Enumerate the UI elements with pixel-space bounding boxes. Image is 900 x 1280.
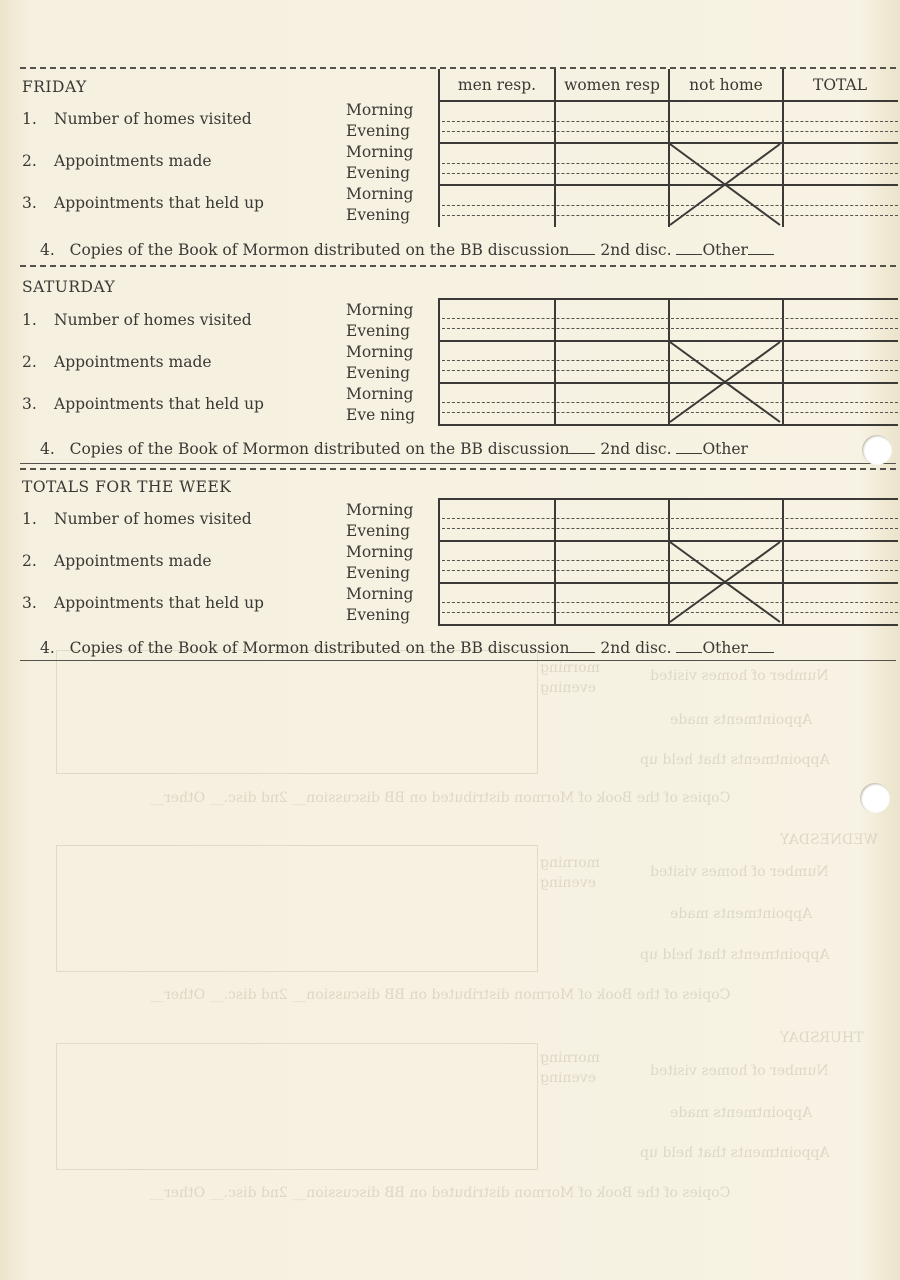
row-label-appointments-held: [22, 395, 264, 413]
row-text: Appointments made: [54, 552, 212, 570]
shift-evening: Evening: [346, 322, 411, 340]
row-text: Number of homes visited: [54, 510, 252, 528]
row-text: Number of homes visited: [54, 110, 252, 128]
shift-evening: Evening: [346, 164, 411, 182]
crossed-cell: [668, 142, 782, 227]
dash-line: [442, 318, 898, 319]
copies-number: 4.: [40, 440, 55, 458]
row-label-appointments-held: [22, 594, 264, 612]
copies-second: 2nd disc.: [600, 241, 672, 259]
row-label-homes-visited: [22, 311, 252, 329]
copies-blank: [748, 638, 774, 653]
section-title-friday: FRIDAY: [22, 78, 87, 96]
bleed-title: THURSDAY: [780, 1030, 864, 1046]
shift-evening: Evening: [346, 522, 411, 540]
bleed-shift: evening: [540, 1070, 596, 1086]
copies-other: Other: [702, 639, 748, 657]
bleed-shift: evening: [540, 680, 596, 696]
row-text: Appointments that held up: [54, 395, 264, 413]
copies-distributed-totals: [40, 638, 774, 657]
row-text: Appointments made: [54, 152, 212, 170]
punch-hole: [862, 435, 892, 465]
row-label-homes-visited: [22, 510, 252, 528]
grid-friday: [438, 69, 898, 227]
crossed-cell: [668, 340, 782, 424]
shift-evening: Evening: [346, 564, 411, 582]
shift-morning: Morning: [346, 185, 414, 203]
shift-evening: Evening: [346, 606, 411, 624]
shift-morning: Morning: [346, 343, 414, 361]
bleed-label: Number of homes visited: [650, 864, 829, 880]
section-divider: [20, 463, 896, 464]
bleed-title: WEDNESDAY: [780, 832, 878, 848]
grid-totals: [438, 498, 898, 626]
copies-text: Copies of the Book of Mormon distributed on the BB discussion: [69, 440, 570, 458]
dash-line: [442, 528, 898, 529]
copies-blank: [569, 439, 595, 454]
dash-line: [442, 328, 898, 329]
copies-text: Copies of the Book of Mormon distributed on the BB discussion: [69, 639, 570, 657]
section-title-saturday: SATURDAY: [22, 278, 116, 296]
shift-evening: Eve ning: [346, 406, 416, 424]
row-number: 3.: [22, 194, 37, 212]
copies-blank: [748, 240, 774, 255]
section-title-totals: TOTALS FOR THE WEEK: [22, 478, 232, 496]
copies-blank: [569, 638, 595, 653]
shift-morning: Morning: [346, 501, 414, 519]
shift-evening: Evening: [346, 122, 411, 140]
grid-saturday: [438, 298, 898, 426]
row-number: 3.: [22, 594, 37, 612]
bleed-label: Appointments made: [670, 1105, 813, 1121]
shift-morning: Morning: [346, 101, 414, 119]
shift-evening: Evening: [346, 364, 411, 382]
copies-blank: [676, 638, 702, 653]
copies-blank: [676, 439, 702, 454]
row-divider: [440, 624, 898, 626]
row-number: 2.: [22, 353, 37, 371]
punch-hole: [860, 783, 890, 813]
shift-morning: Morning: [346, 143, 414, 161]
bleed-label: Number of homes visited: [650, 1063, 829, 1079]
row-number: 2.: [22, 552, 37, 570]
col-divider: [554, 69, 556, 227]
row-number: 1.: [22, 510, 37, 528]
shift-morning: Morning: [346, 543, 414, 561]
dash-line: [442, 131, 898, 132]
copies-other: Other: [702, 241, 748, 259]
col-header-not-home: not home: [689, 76, 763, 94]
col-header-total: TOTAL: [812, 76, 868, 94]
shift-labels: [346, 100, 413, 226]
col-header-women: women resp: [564, 76, 660, 94]
bleed-label: Copies of the Book of Mormon distributed on BB discussion__ 2nd disc.__ Other__: [150, 1185, 731, 1201]
bleed-shift: morning: [540, 1050, 600, 1066]
copies-distributed-saturday: [40, 439, 748, 458]
row-label-appointments-made: [22, 152, 212, 170]
dash-line: [442, 121, 898, 122]
copies-second: 2nd disc.: [600, 639, 672, 657]
row-divider: [440, 424, 898, 426]
section-divider: [20, 660, 896, 661]
col-header-men: men resp.: [457, 76, 537, 94]
row-number: 2.: [22, 152, 37, 170]
row-label-appointments-made: [22, 353, 212, 371]
bleed-label: Copies of the Book of Mormon distributed on BB discussion__ 2nd disc.__ Other__: [150, 790, 731, 806]
bleed-shift: evening: [540, 875, 596, 891]
shift-morning: Morning: [346, 301, 414, 319]
row-text: Appointments that held up: [54, 194, 264, 212]
row-divider: [440, 100, 898, 102]
copies-other: Other: [702, 440, 748, 458]
row-number: 1.: [22, 110, 37, 128]
copies-number: 4.: [40, 241, 55, 259]
row-divider: [440, 498, 898, 500]
section-divider: [20, 265, 896, 267]
section-divider: [20, 468, 896, 470]
copies-blank: [676, 240, 702, 255]
crossed-cell: [668, 540, 782, 624]
row-number: 1.: [22, 311, 37, 329]
copies-distributed-friday: [40, 240, 774, 259]
row-text: Appointments that held up: [54, 594, 264, 612]
copies-text: Copies of the Book of Mormon distributed on the BB discussion: [69, 241, 570, 259]
row-text: Appointments made: [54, 353, 212, 371]
col-divider: [782, 69, 784, 227]
bleed-shift: morning: [540, 660, 600, 676]
row-text: Number of homes visited: [54, 311, 252, 329]
row-label-appointments-made: [22, 552, 212, 570]
shift-labels: [346, 300, 415, 426]
copies-second: 2nd disc.: [600, 440, 672, 458]
bleed-label: Appointments that held up: [640, 752, 830, 768]
shift-labels: [346, 500, 413, 626]
row-label-homes-visited: [22, 110, 252, 128]
bleed-label: Appointments that held up: [640, 1145, 830, 1161]
bleed-label: Appointments made: [670, 712, 813, 728]
shift-morning: Morning: [346, 585, 414, 603]
bleed-label: Appointments that held up: [640, 947, 830, 963]
row-label-appointments-held: [22, 194, 264, 212]
dash-line: [442, 518, 898, 519]
shift-evening: Evening: [346, 206, 411, 224]
bleed-label: Appointments made: [670, 906, 813, 922]
shift-morning: Morning: [346, 385, 414, 403]
bleed-label: Copies of the Book of Mormon distributed on BB discussion__ 2nd disc.__ Other__: [150, 987, 731, 1003]
row-number: 3.: [22, 395, 37, 413]
copies-number: 4.: [40, 639, 55, 657]
row-divider: [440, 298, 898, 300]
copies-blank: [569, 240, 595, 255]
bleed-label: Number of homes visited: [650, 668, 829, 684]
bleed-shift: morning: [540, 855, 600, 871]
